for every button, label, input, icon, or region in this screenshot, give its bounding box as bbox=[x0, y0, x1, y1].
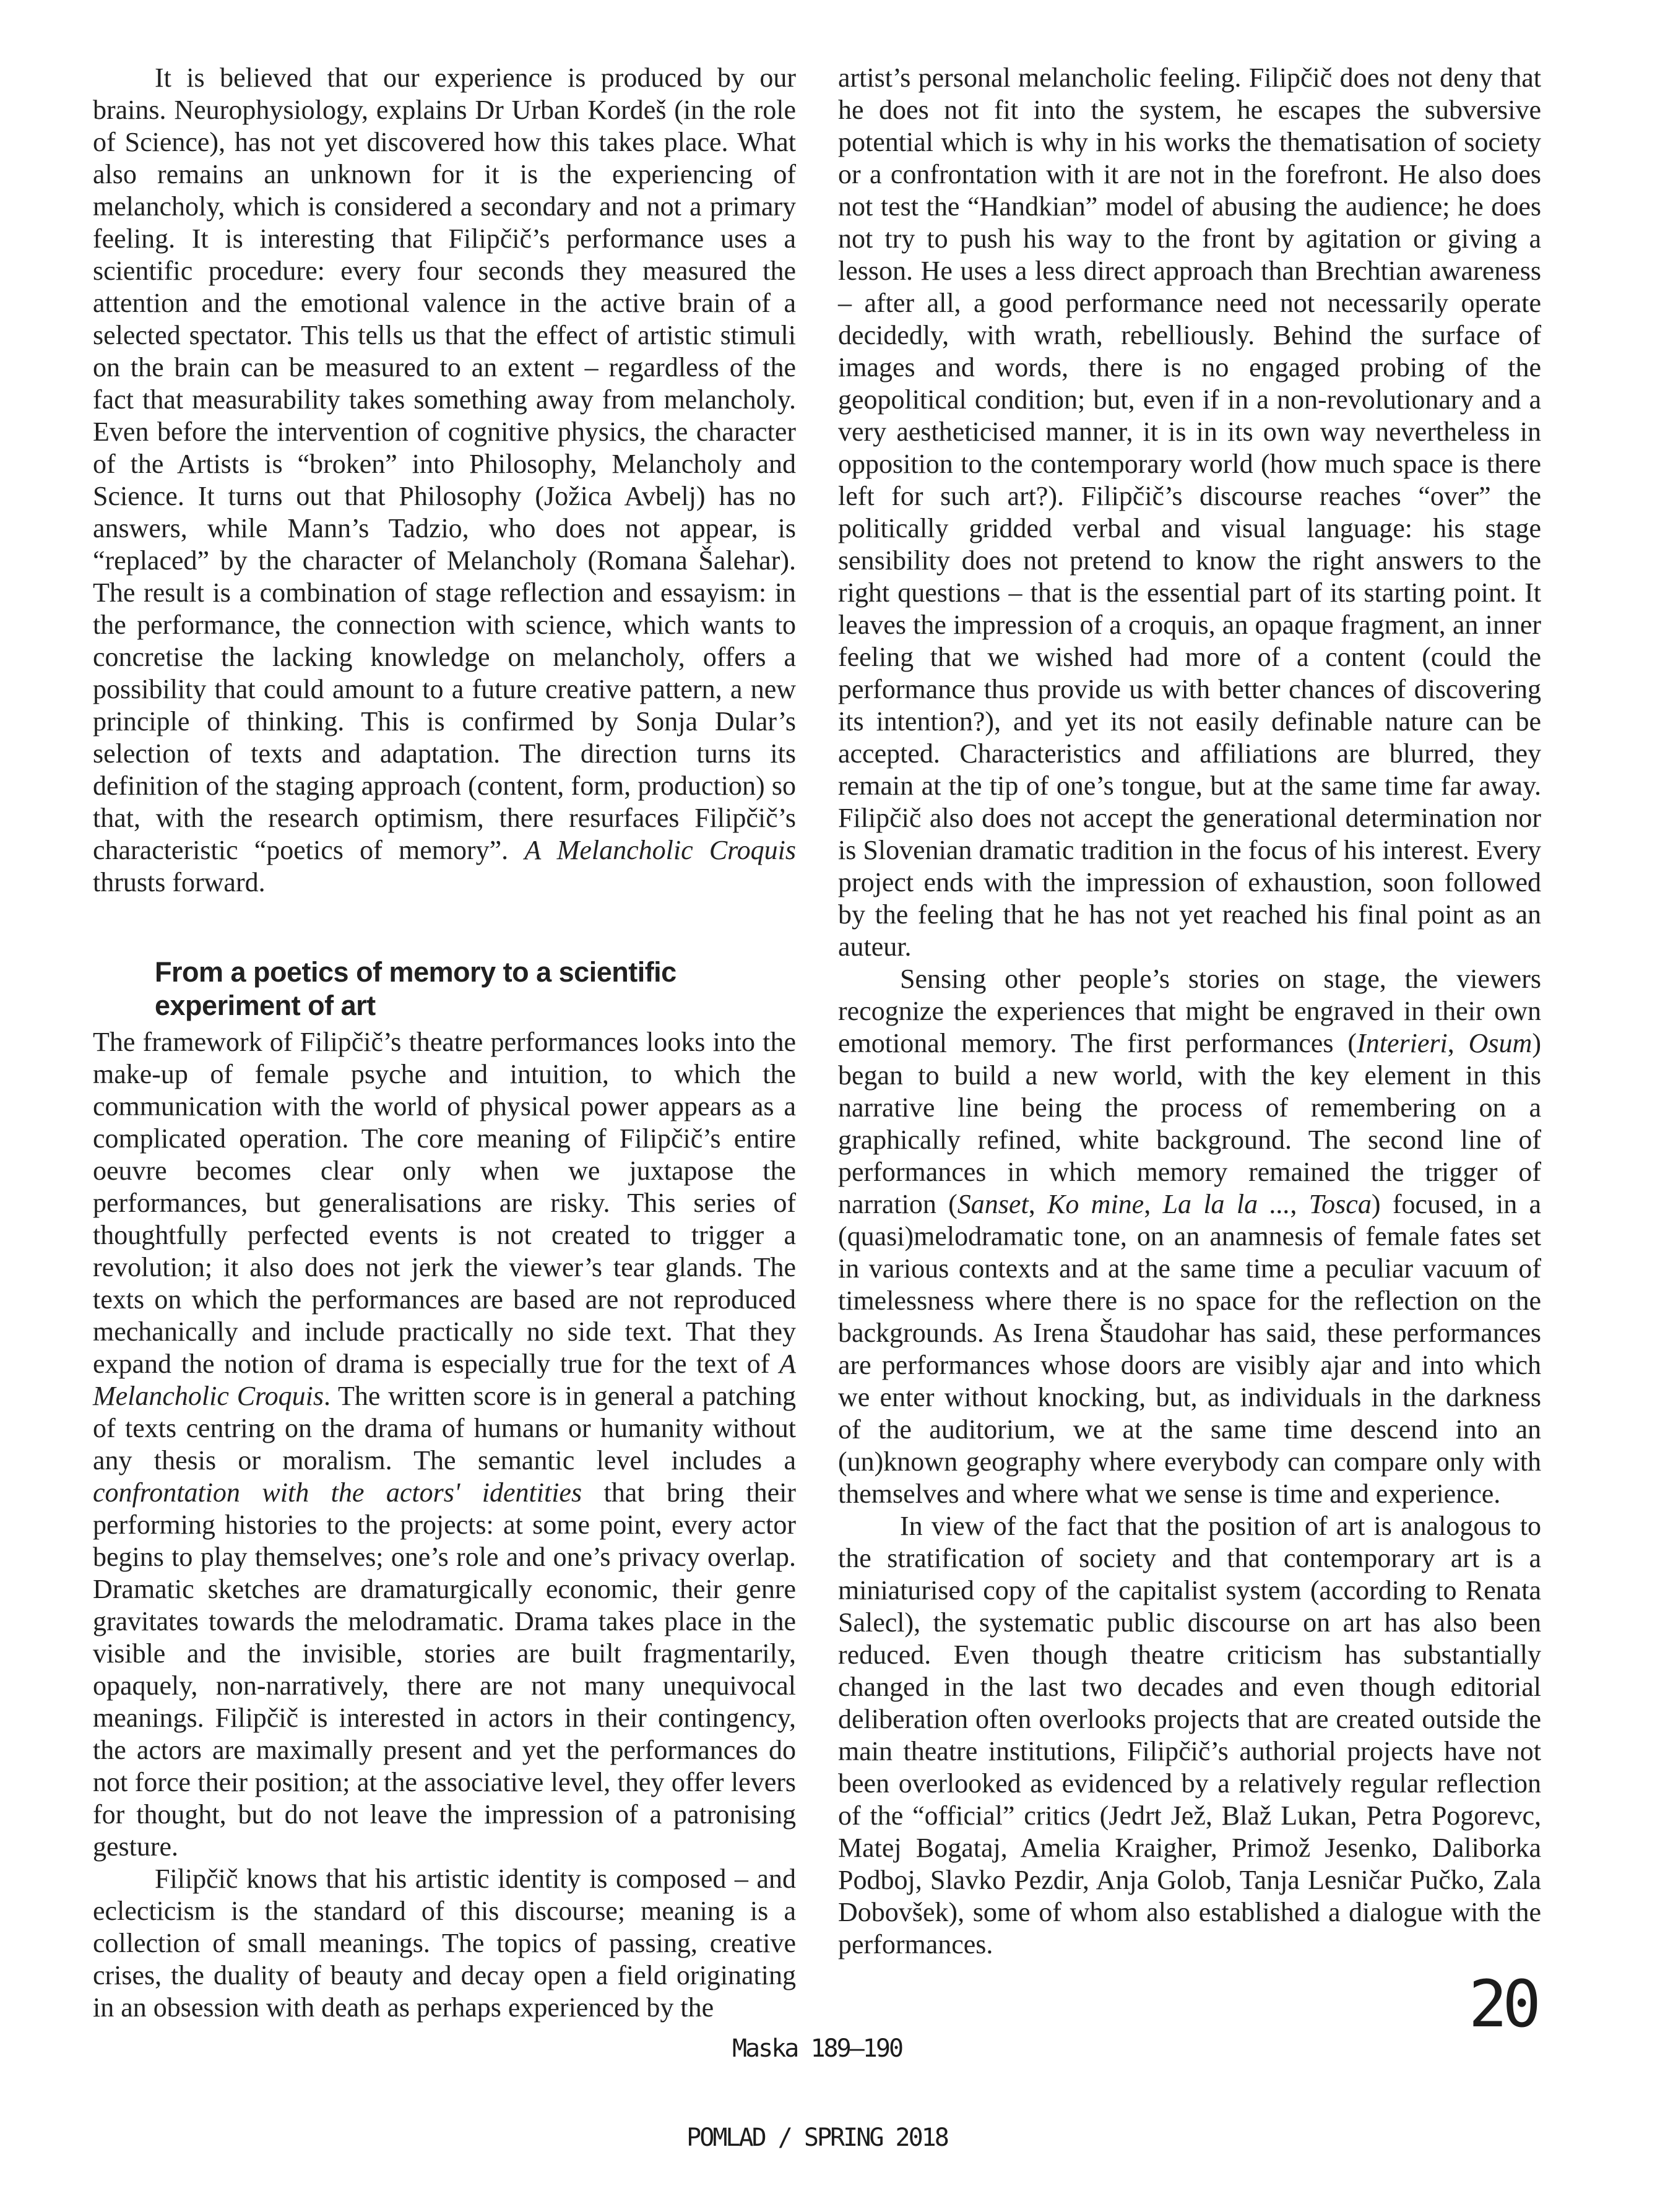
text-run: Filipčič knows that his artistic identity is composed – and eclecticism is the standard of this discourse; meaning is a collection of small meanings. The topics of passing, creative crises, the duality of beauty and decay open a field originating in an obsession with death as perhaps experienced by the bbox=[93, 1864, 796, 2023]
text-run: , bbox=[1028, 1189, 1048, 1219]
paragraph bbox=[838, 963, 1541, 1510]
italic-text-run: La la la ... bbox=[1162, 1189, 1290, 1219]
column-right bbox=[838, 62, 1541, 2024]
section-heading: From a poetics of memory to a scientific experiment of art bbox=[155, 956, 677, 1021]
journal-imprint bbox=[93, 1966, 1541, 2212]
paragraph bbox=[93, 62, 796, 899]
text-run: , bbox=[1447, 1028, 1469, 1058]
text-run: ) began to build a new world, with the key element in this narrative line being the process of remembering on a graphically refined, white background. The second line of performances in which memory remained the trigger of narration ( bbox=[838, 1028, 1541, 1219]
italic-text-run: Tosca bbox=[1308, 1189, 1372, 1219]
text-run: The framework of Filipčič’s theatre performances looks into the make-up of female psyche and intuition, to which the communication with the world of physical power appears as a complicated operation. The core meaning of Filipčič’s entire oeuvre becomes clear only when we juxtapose the performances, but generalisations are risky. This series of thoughtfully perfected events is not created to trigger a revolution; it also does not jerk the viewer’s tear glands. The texts on which the performances are based are not reproduced mechanically and include practically no side text. That they expand the notion of drama is especially true for the text of bbox=[93, 1027, 796, 1379]
italic-text-run: Interieri bbox=[1357, 1028, 1448, 1058]
text-run: artist’s personal melancholic feeling. Filipčič does not deny that he does not fit into the system, he escapes the subversive potential which is why in his works the thematisation of society or a confrontation with it are not in the forefront. He also does not test the “Handkian” model of abusing the audience; he does not try to push his way to the front by agitation or giving a lesson. He uses a less direct approach than Brechtian awareness – after all, a good performance need not necessarily operate decidedly, with wrath, rebelliously. Behind the surface of images and words, there is no engaged probing of the geopolitical condition; but, even if in a non-revolutionary and a very aestheticised manner, it is in its own way nevertheless in opposition to the contemporary world (how much space is there left for such art?). Filipčič’s discourse reaches “over” the politically gridded verbal and visual language: his stage sensibility does not pretend to know the right answers to the right questions – that is the essential part of its starting point. It leaves the impression of a croquis, an opaque fragment, an inner feeling that we wished had more of a content (could the performance thus provide us with better chances of discovering its intention?), and yet its not easily definable nature can be accepted. Characteristics and affiliations are blurred, they remain at the tip of one’s tongue, but at the same time far away. Filipčič also does not accept the generational determination nor is Slovenian dramatic tradition in the focus of his interest. Every project ends with the impression of exhaustion, soon followed by the feeling that he has not yet reached his final point as an auteur. bbox=[838, 63, 1541, 962]
text-run: It is believed that our experience is produced by our brains. Neurophysiology, explains Dr Urban Kordeš (in the role of Science), has not yet discovered how this takes place. What also remains an unknown for it is the experiencing of melancholy, which is considered a secondary and not a primary feeling. It is interesting that Filipčič’s performance uses a scientific procedure: every four seconds they measured the attention and the emotional valence in the active brain of a selected spectator. This tells us that the effect of artistic stimuli on the brain can be measured to an extent – regardless of the fact that measurability takes something away from melancholy. Even before the intervention of cognitive physics, the character of the Artists is “broken” into Philosophy, Melancholy and Science. It turns out that Philosophy (Jožica Avbelj) has no answers, while Mann’s Tadzio, who does not appear, is “replaced” by the character of Melancholy (Romana Šalehar). The result is a combination of stage reflection and essayism: in the performance, the connection with science, which wants to concretise the lacking knowledge on melancholy, offers a possibility that could amount to a future creative pattern, a new principle of thinking. This is confirmed by Sonja Dular’s selection of texts and adaptation. The direction turns its definition of the staging approach (content, form, production) so that, with the research optimism, there resurfaces Filipčič’s characteristic “poetics of memory”. bbox=[93, 63, 796, 865]
text-run: . The written score is in general a patching of texts centring on the drama of humans or humanity without any thesis or moralism. The semantic level includes a bbox=[93, 1381, 796, 1475]
page-number: 20 bbox=[1468, 1966, 1536, 2042]
italic-text-run: A Melancholic Croquis bbox=[93, 1349, 796, 1411]
text-run: In view of the fact that the position of art is analogous to the stratification of society and that contemporary art is a miniaturised copy of the capitalist system (according to Renata Salecl), the systematic public discourse on art has also been reduced. Even though theatre criticism has substantially changed in the last two decades and even though editorial deliberation often overlooks projects that are created outside the main theatre institutions, Filipčič’s authorial projects have not been overlooked as evidenced by a relatively regular reflection of the “official” critics (Jedrt Jež, Blaž Lukan, Petra Pogorevc, Matej Bogataj, Amelia Kraigher, Primož Jesenko, Daliborka Podboj, Slavko Pezdir, Anja Golob, Tanja Lesničar Pučko, Zala Dobovšek), some of whom also established a dialogue with the performances. bbox=[838, 1511, 1541, 1959]
italic-text-run: confrontation with the actors' identities bbox=[93, 1477, 582, 1508]
text-run: , bbox=[1144, 1189, 1163, 1219]
paragraph bbox=[838, 62, 1541, 963]
text-run: thrusts forward. bbox=[93, 867, 266, 897]
italic-text-run: Sanset bbox=[957, 1189, 1029, 1219]
italic-text-run: Ko mine bbox=[1047, 1189, 1144, 1219]
italic-text-run: A Melancholic Croquis bbox=[524, 835, 796, 865]
article-body bbox=[93, 62, 1541, 2024]
paragraph bbox=[838, 1510, 1541, 1961]
italic-text-run: Osum bbox=[1468, 1028, 1532, 1058]
text-run: ) focused, in a (quasi)melodramatic tone, on an anamnesis of female fates set in various contexts and at the same time a peculiar vacuum of timelessness where there is no space for the reflection on the backgrounds. As Irena Štaudohar has said, these performances are performances whose doors are visibly ajar and into which we enter without knocking, but, as individuals in the darkness of the auditorium, we at the same time descend into an (un)known geography where everybody can compare only with themselves and where what we sense is time and experience. bbox=[838, 1189, 1542, 1509]
text-run: , bbox=[1290, 1189, 1309, 1219]
column-left bbox=[93, 62, 796, 2024]
journal-issue-label: Maska 189–190 bbox=[732, 2034, 902, 2063]
text-run: Sensing other people’s stories on stage, the viewers recognize the experiences that might be engraved in their own emotional memory. The first performances ( bbox=[838, 964, 1541, 1058]
text-run: that bring their performing histories to the projects: at some point, every actor begins to play themselves; one’s role and one’s privacy overlap. Dramatic sketches are dramaturgically economic, their genre gravitates towards the melodramatic. Drama takes place in the visible and the invisible, stories are built fragmentarily, opaquely, non-narratively, there are not many unequivocal meanings. Filipčič is interested in actors in their contingency, the actors are maximally present and yet the performances do not force their position; at the associative level, they offer levers for thought, but do not leave the impression of a patronising gesture. bbox=[93, 1477, 796, 1862]
journal-season-label: POMLAD / SPRING 2018 bbox=[686, 2123, 948, 2152]
paragraph bbox=[93, 1026, 796, 1863]
